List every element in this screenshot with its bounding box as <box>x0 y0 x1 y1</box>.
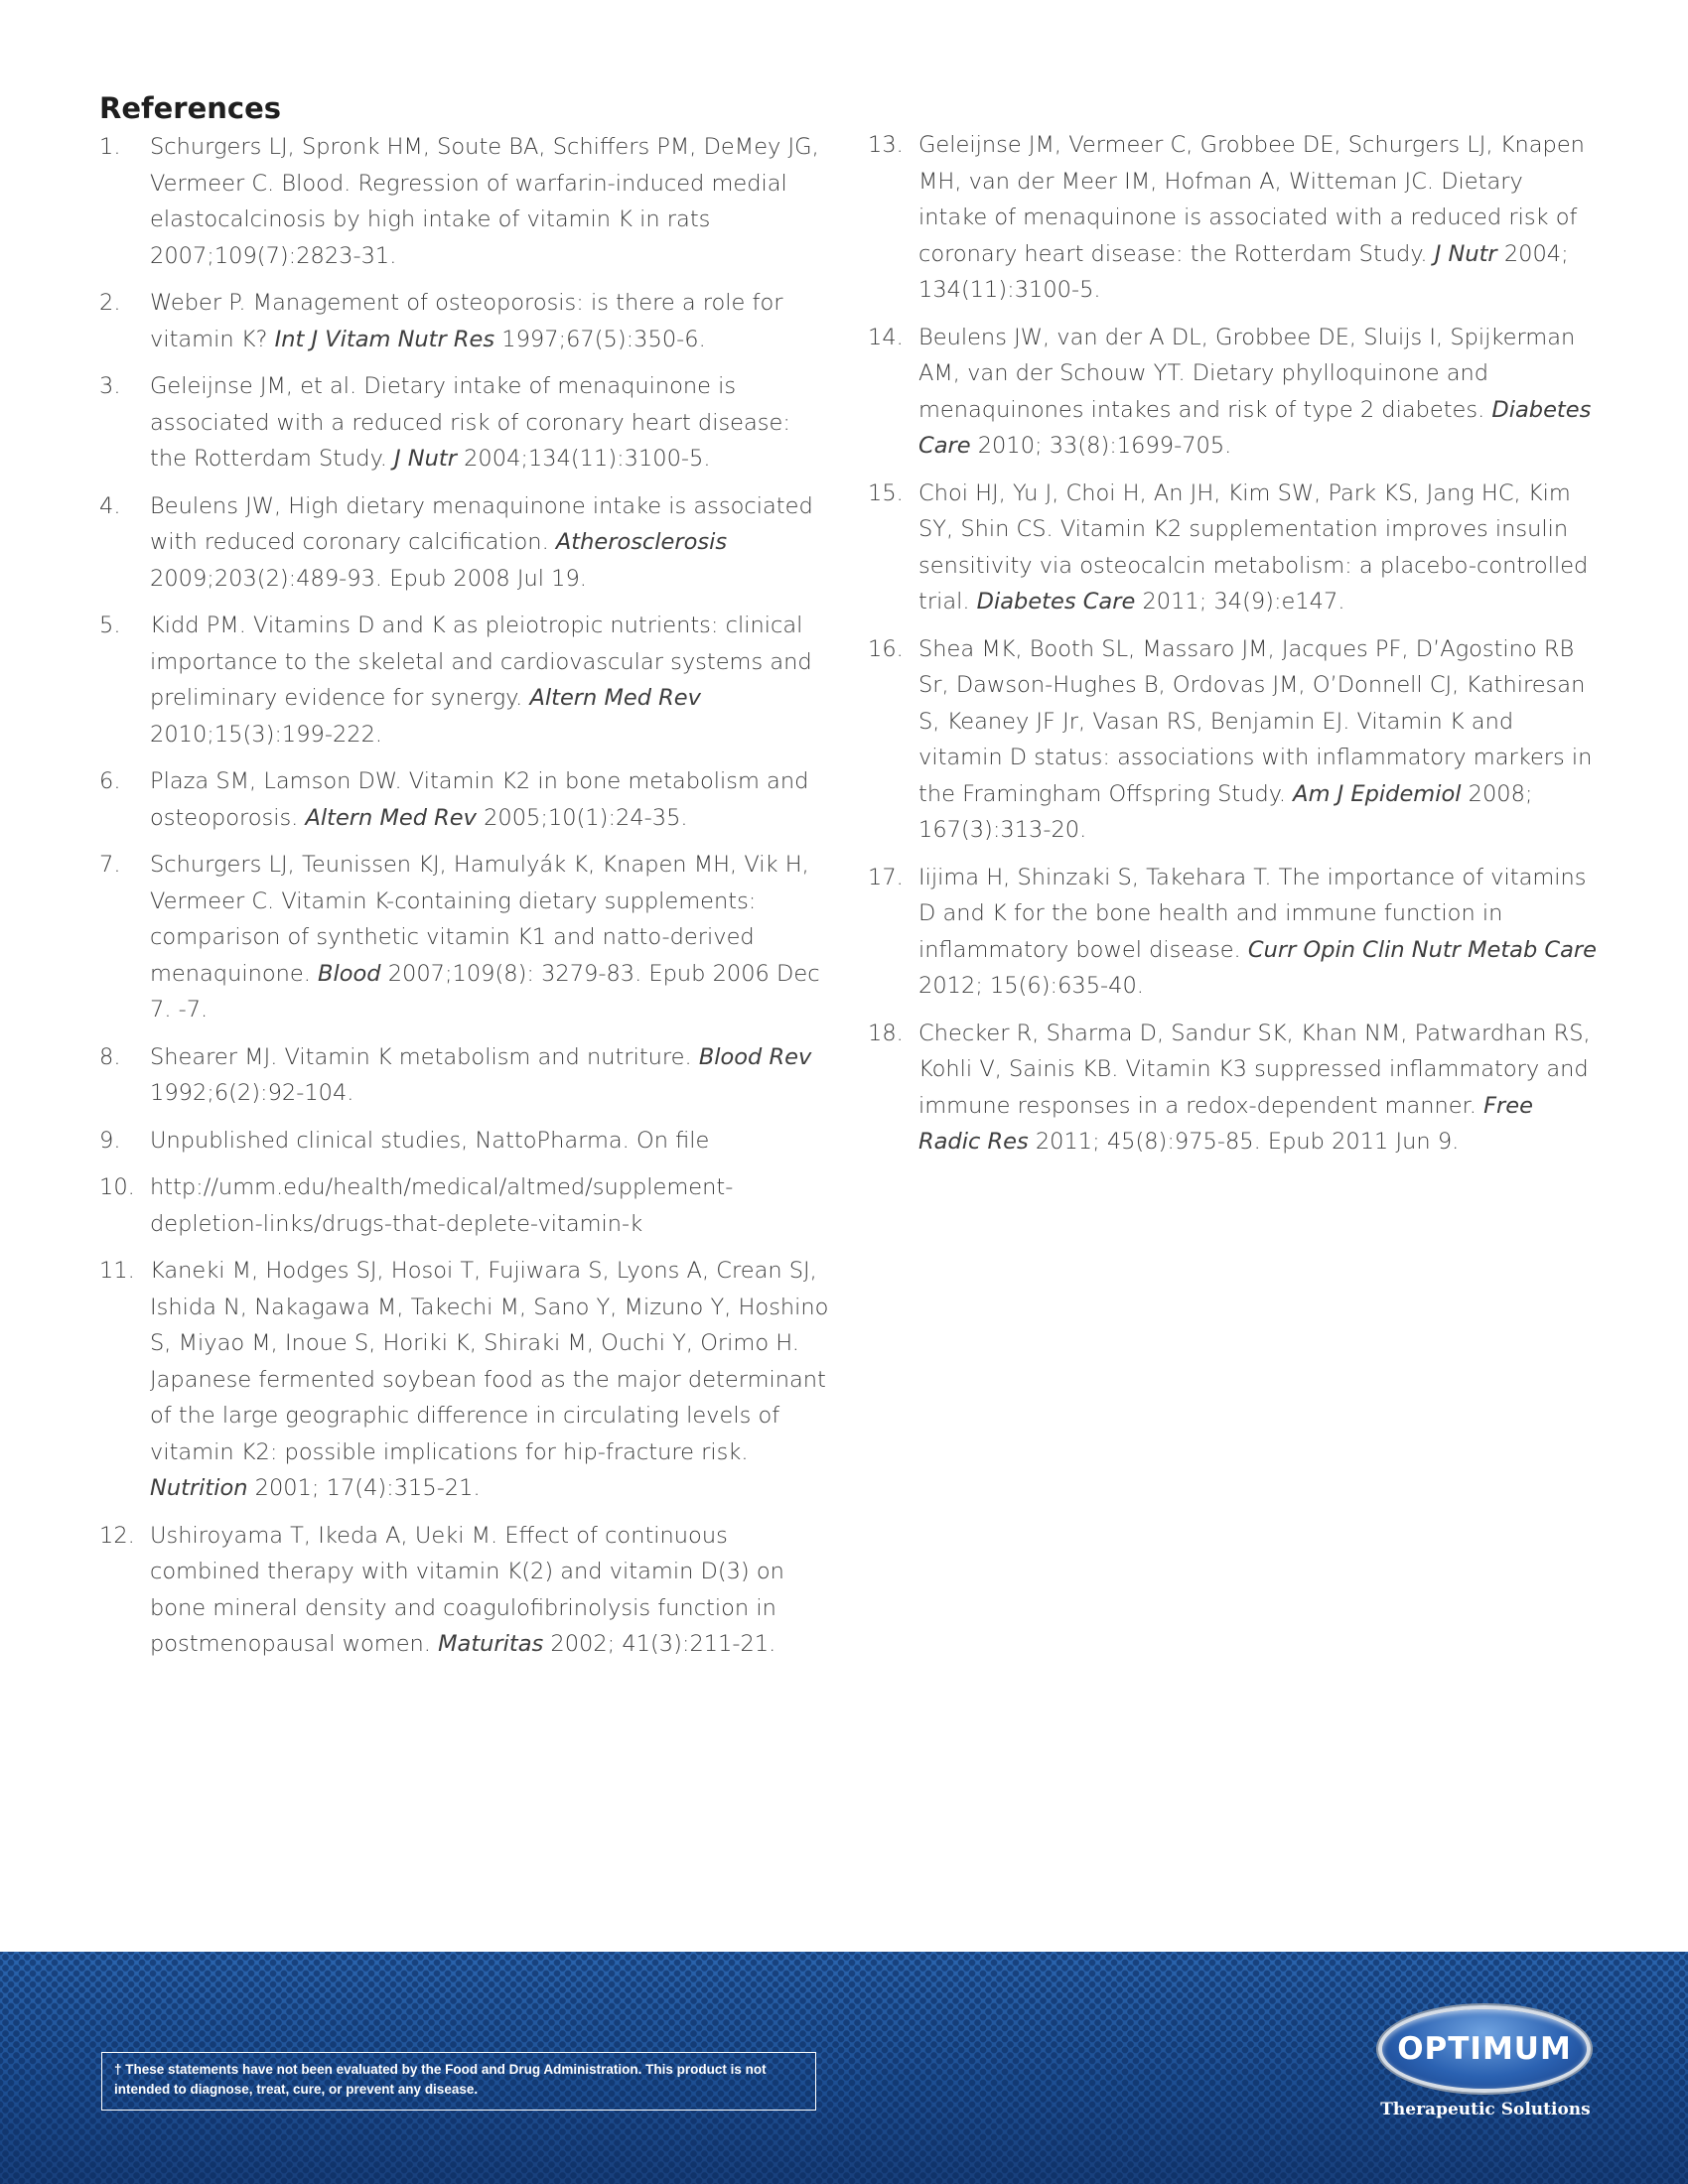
reference-segment: 2009;203(2):489-93. Epub 2008 Jul 19. <box>150 565 587 592</box>
reference-text <box>150 1523 784 1658</box>
logo-wordmark: OPTIMUM <box>1397 2031 1572 2067</box>
journal-title: Nutrition <box>150 1475 248 1501</box>
reference-text <box>150 134 819 269</box>
reference-item <box>99 285 829 357</box>
reference-segment: Schurgers LJ, Teunissen KJ, Hamulyák K, Knapen MH, Vik H, Vermeer C. Vitamin K-containing dietary supplements: comparison of synthetic vitamin K1 and natto-derived menaquinone. <box>150 852 809 987</box>
reference-segment: 2007;109(8): 3279-83. Epub 2006 Dec 7. -7. <box>150 960 820 1023</box>
reference-segment: Kidd PM. Vitamins D and K as pleiotropic nutrients: clinical importance to the skeletal and cardiovascular systems and preliminary evidence for synergy. <box>150 613 812 711</box>
reference-item <box>99 1518 829 1663</box>
reference-segment: Unpublished clinical studies, NattoPharma. On file <box>150 1127 710 1154</box>
reference-text <box>150 613 812 748</box>
reference-segment: Beulens JW, van der A DL, Grobbee DE, Sluijs I, Spijkerman AM, van der Schouw YT. Dietary phylloquinone and menaquinones intakes and risk of type 2 diabetes. <box>918 324 1576 423</box>
reference-segment: Beulens JW, High dietary menaquinone intake is associated with reduced coronary calcification. <box>150 492 813 555</box>
reference-segment: Choi HJ, Yu J, Choi H, An JH, Kim SW, Park KS, Jang HC, Kim SY, Shin CS. Vitamin K2 supplementation improves insulin sensitivity via osteocalcin metabolism: a placebo-controlled trial. <box>918 479 1589 614</box>
journal-title: Int J Vitam Nutr Res <box>274 326 495 352</box>
reference-segment: 1992;6(2):92-104. <box>150 1080 354 1106</box>
reference-segment: Shearer MJ. Vitamin K metabolism and nutriture. <box>150 1043 699 1070</box>
reference-number: 10. <box>99 1174 135 1200</box>
reference-segment: 1997;67(5):350-6. <box>494 326 706 352</box>
journal-title: Blood <box>318 960 381 987</box>
reference-segment: Iijima H, Shinzaki S, Takehara T. The importance of vitamins D and K for the bone health and immune function in inflammatory bowel disease. <box>918 864 1587 963</box>
references-list-right <box>868 127 1599 1171</box>
reference-number: 13. <box>868 132 904 158</box>
reference-segment: 2011; 34(9):e147. <box>1135 589 1345 614</box>
reference-text <box>918 325 1591 460</box>
journal-title: Blood Rev <box>698 1043 812 1070</box>
reference-number: 1. <box>99 134 121 160</box>
reference-text <box>150 290 782 352</box>
reference-segment: 2008; 167(3):313-20. <box>918 780 1533 843</box>
reference-item <box>99 847 829 1028</box>
reference-number: 12. <box>99 1522 135 1549</box>
reference-segment: Plaza SM, Lamson DW. Vitamin K2 in bone metabolism and osteoporosis. <box>150 768 809 831</box>
reference-text <box>150 1128 709 1154</box>
reference-number: 18. <box>868 1020 904 1046</box>
reference-number: 6. <box>99 768 121 794</box>
journal-title: Atherosclerosis <box>555 529 728 555</box>
reference-item <box>868 1016 1599 1160</box>
reference-segment: Ushiroyama T, Ikeda A, Ueki M. Effect of continuous combined therapy with vitamin K(2) and vitamin D(3) on bone mineral density and coagulofibrinolysis function in postmenopausal women. <box>150 1522 784 1657</box>
reference-segment: Kaneki M, Hodges SJ, Hosoi T, Fujiwara S, Lyons A, Crean SJ, Ishida N, Nakagawa M, Takechi M, Sano Y, Mizuno Y, Hoshino S, Miyao M, Inoue S, Horiki K, Shiraki M, Ouchi Y, Orimo H. Japanese fermented soybean food as the major determinant of the large geographic difference in circulating levels of vitamin K2: possible implications for hip-fracture risk. <box>150 1258 829 1465</box>
reference-item <box>99 129 829 274</box>
reference-text <box>150 852 820 1023</box>
reference-number: 14. <box>868 324 904 350</box>
reference-number: 4. <box>99 492 121 519</box>
reference-text <box>918 636 1592 844</box>
reference-text <box>150 1044 811 1107</box>
reference-segment: Shea MK, Booth SL, Massaro JM, Jacques PF, D’Agostino RB Sr, Dawson-Hughes B, Ordovas JM, O’Donnell CJ, Kathiresan S, Keaney JF Jr, Vasan RS, Benjamin EJ. Vitamin K and vitamin D status: associations with inflammatory markers in the Framingham Offspring Study. <box>918 635 1593 807</box>
reference-text <box>918 865 1597 1000</box>
reference-text <box>150 493 813 592</box>
journal-title: Maturitas <box>438 1631 544 1657</box>
reference-number: 11. <box>99 1258 135 1284</box>
reference-item <box>99 368 829 478</box>
journal-title: Altern Med Rev <box>529 685 701 711</box>
reference-segment: Weber P. Management of osteoporosis: is there a role for vitamin K? <box>150 290 783 352</box>
reference-number: 8. <box>99 1043 121 1070</box>
journal-title: Curr Opin Clin Nutr Metab Care <box>1247 936 1597 963</box>
reference-text <box>918 132 1585 303</box>
fda-disclaimer: † These statements have not been evaluated by the Food and Drug Administration. This product is not intended to diagnose, treat, cure, or prevent any disease. <box>101 2052 816 2111</box>
reference-segment: Geleijnse JM, et al. Dietary intake of menaquinone is associated with a reduced risk of coronary heart disease: the Rotterdam Study. <box>150 373 790 472</box>
references-list-left <box>99 129 829 1674</box>
reference-segment: Schurgers LJ, Spronk HM, Soute BA, Schiffers PM, DeMey JG, Vermeer C. Blood. Regression of warfarin-induced medial elastocalcinosis by high intake of vitamin K in rats 2007;109(7):2823-31. <box>150 134 819 269</box>
reference-number: 2. <box>99 290 121 316</box>
reference-number: 3. <box>99 373 121 399</box>
logo-tagline: Therapeutic Solutions <box>1380 2100 1591 2119</box>
reference-text <box>150 1174 733 1237</box>
reference-number: 17. <box>868 864 904 890</box>
journal-title: Free Radic Res <box>918 1092 1533 1155</box>
reference-segment: Checker R, Sharma D, Sandur SK, Khan NM, Patwardhan RS, Kohli V, Sainis KB. Vitamin K3 suppressed inflammatory and immune responses in a redox-dependent manner. <box>918 1020 1591 1119</box>
reference-number: 7. <box>99 852 121 878</box>
reference-segment: Geleijnse JM, Vermeer C, Grobbee DE, Schurgers LJ, Knapen MH, van der Meer IM, Hofman A, Witteman JC. Dietary intake of menaquinone is associated with a reduced risk of coronary heart disease: the Rotterdam Study. <box>918 132 1585 267</box>
reference-text <box>918 1021 1591 1156</box>
reference-text <box>150 768 808 831</box>
reference-segment: 2004;134(11):3100-5. <box>456 446 711 472</box>
reference-segment: 2002; 41(3):211-21. <box>543 1631 776 1657</box>
reference-segment: 2010; 33(8):1699-705. <box>970 433 1232 459</box>
reference-segment: 2010;15(3):199-222. <box>150 721 383 748</box>
reference-item <box>868 860 1599 1005</box>
reference-item <box>99 608 829 752</box>
reference-item <box>868 127 1599 309</box>
journal-title: J Nutr <box>1434 240 1497 267</box>
reference-item <box>868 631 1599 849</box>
reference-segment: 2011; 45(8):975-85. Epub 2011 Jun 9. <box>1028 1129 1460 1155</box>
reference-item <box>868 320 1599 465</box>
reference-number: 9. <box>99 1127 121 1154</box>
reference-segment: 2005;10(1):24-35. <box>476 804 688 831</box>
reference-text <box>918 480 1588 615</box>
reference-number: 15. <box>868 479 904 506</box>
reference-item <box>99 1039 829 1112</box>
reference-text <box>150 373 790 472</box>
optimum-logo <box>1378 2005 1593 2124</box>
reference-item <box>99 1123 829 1160</box>
page-title: References <box>99 91 282 125</box>
journal-title: J Nutr <box>394 446 457 472</box>
reference-item <box>99 1169 829 1242</box>
reference-item <box>99 763 829 836</box>
reference-segment: 2001; 17(4):315-21. <box>247 1475 481 1501</box>
reference-segment: http://umm.edu/health/medical/altmed/supplement-depletion-links/drugs-that-deplete-vitamin-k <box>150 1174 734 1237</box>
journal-title: Diabetes Care <box>918 396 1592 459</box>
reference-number: 16. <box>868 635 904 662</box>
reference-segment: 2012; 15(6):635-40. <box>918 973 1144 999</box>
reference-number: 5. <box>99 613 121 638</box>
reference-text <box>150 1258 828 1501</box>
journal-title: Am J Epidemiol <box>1293 780 1462 807</box>
journal-title: Diabetes Care <box>976 589 1136 614</box>
journal-title: Altern Med Rev <box>305 804 477 831</box>
reference-segment: 2004; 134(11):3100-5. <box>918 240 1569 303</box>
reference-item <box>868 476 1599 620</box>
reference-item <box>99 1253 829 1507</box>
reference-item <box>99 488 829 598</box>
